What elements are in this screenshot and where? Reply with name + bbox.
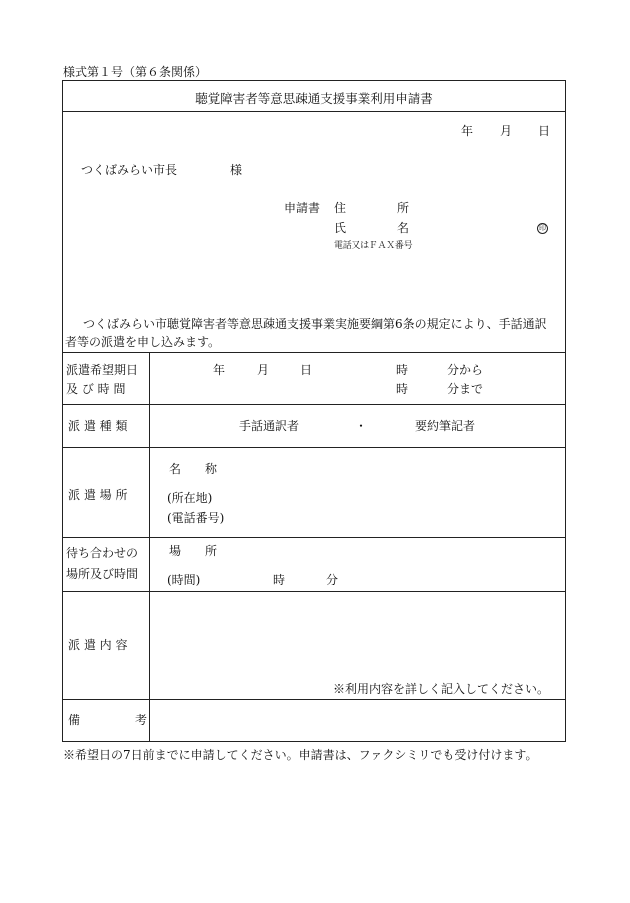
dispatch-end-minute-label: 分まで <box>447 382 484 396</box>
dispatch-start-minute-label: 分から <box>447 363 484 377</box>
meeting-label-1: 待ち合わせの <box>66 546 139 560</box>
remarks-label-char-1: 備 <box>68 713 81 727</box>
place-name-char-2: 称 <box>205 462 218 476</box>
header-divider <box>63 352 565 353</box>
dispatch-end-hour-label: 時 <box>396 382 409 396</box>
row-divider-2 <box>63 447 565 448</box>
label-column-divider <box>149 352 150 741</box>
dispatch-content-label: 派 遣 内 容 <box>68 638 128 652</box>
contact-label: 電話又はＦＡＸ番号 <box>334 241 413 251</box>
address-label-char-1: 住 <box>334 201 347 215</box>
meeting-place-char-2: 所 <box>205 544 218 558</box>
statement-line-2: 者等の派遣を申し込みます。 <box>65 335 221 349</box>
date-month-label: 月 <box>500 124 513 138</box>
meeting-hour-label: 時 <box>273 573 286 587</box>
meeting-place-char-1: 場 <box>169 544 182 558</box>
applicant-label: 申請書 <box>284 201 321 215</box>
dispatch-month-label: 月 <box>257 363 270 377</box>
date-year-label: 年 <box>461 124 474 138</box>
row-divider-5 <box>63 699 565 700</box>
dispatch-place-label: 派 遣 場 所 <box>68 488 128 502</box>
meeting-minute-label: 分 <box>326 573 339 587</box>
dispatch-datetime-label-1: 派遣希望期日 <box>66 363 139 377</box>
option-summary-writer: 要約筆記者 <box>415 419 476 433</box>
dispatch-start-hour-label: 時 <box>396 363 409 377</box>
row-divider-1 <box>63 404 565 405</box>
date-day-label: 日 <box>538 124 551 138</box>
row-divider-4 <box>63 591 565 592</box>
place-name-char-1: 名 <box>169 462 182 476</box>
place-phone-label: (電話番号) <box>167 511 225 525</box>
form-caption: 様式第１号（第６条関係） <box>63 65 208 79</box>
submission-note: ※希望日の7日前までに申請してください。申請書は、ファクシミリでも受け付けます。 <box>63 748 538 762</box>
remarks-label-char-2: 考 <box>135 713 148 727</box>
addressee-honorific: 様 <box>230 163 243 177</box>
statement-line-1: つくばみらい市聴覚障害者等意思疎通支援事業実施要綱第6条の規定により、手話通訳 <box>83 317 547 331</box>
dispatch-year-label: 年 <box>213 363 226 377</box>
application-form <box>62 80 566 742</box>
address-label-char-2: 所 <box>397 201 410 215</box>
option-sign-language-interpreter: 手話通訳者 <box>239 419 300 433</box>
title-divider <box>63 111 565 112</box>
option-separator: ・ <box>355 419 368 433</box>
dispatch-datetime-label-2: 及 び 時 間 <box>66 382 126 396</box>
meeting-time-label: (時間) <box>167 573 201 587</box>
dispatch-content-note: ※利用内容を詳しく記入してください。 <box>333 682 550 696</box>
name-label-char-2: 名 <box>397 221 410 235</box>
name-label-char-1: 氏 <box>334 221 347 235</box>
place-location-label: (所在地) <box>167 491 213 505</box>
row-divider-3 <box>63 537 565 538</box>
dispatch-type-label: 派 遣 種 類 <box>68 419 128 433</box>
addressee-name: つくばみらい市長 <box>81 163 178 177</box>
dispatch-day-label: 日 <box>300 363 313 377</box>
meeting-label-2: 場所及び時間 <box>66 567 139 581</box>
seal-mark: 印 <box>539 224 546 232</box>
form-title: 聴覚障害者等意思疎通支援事業利用申請書 <box>195 91 433 106</box>
